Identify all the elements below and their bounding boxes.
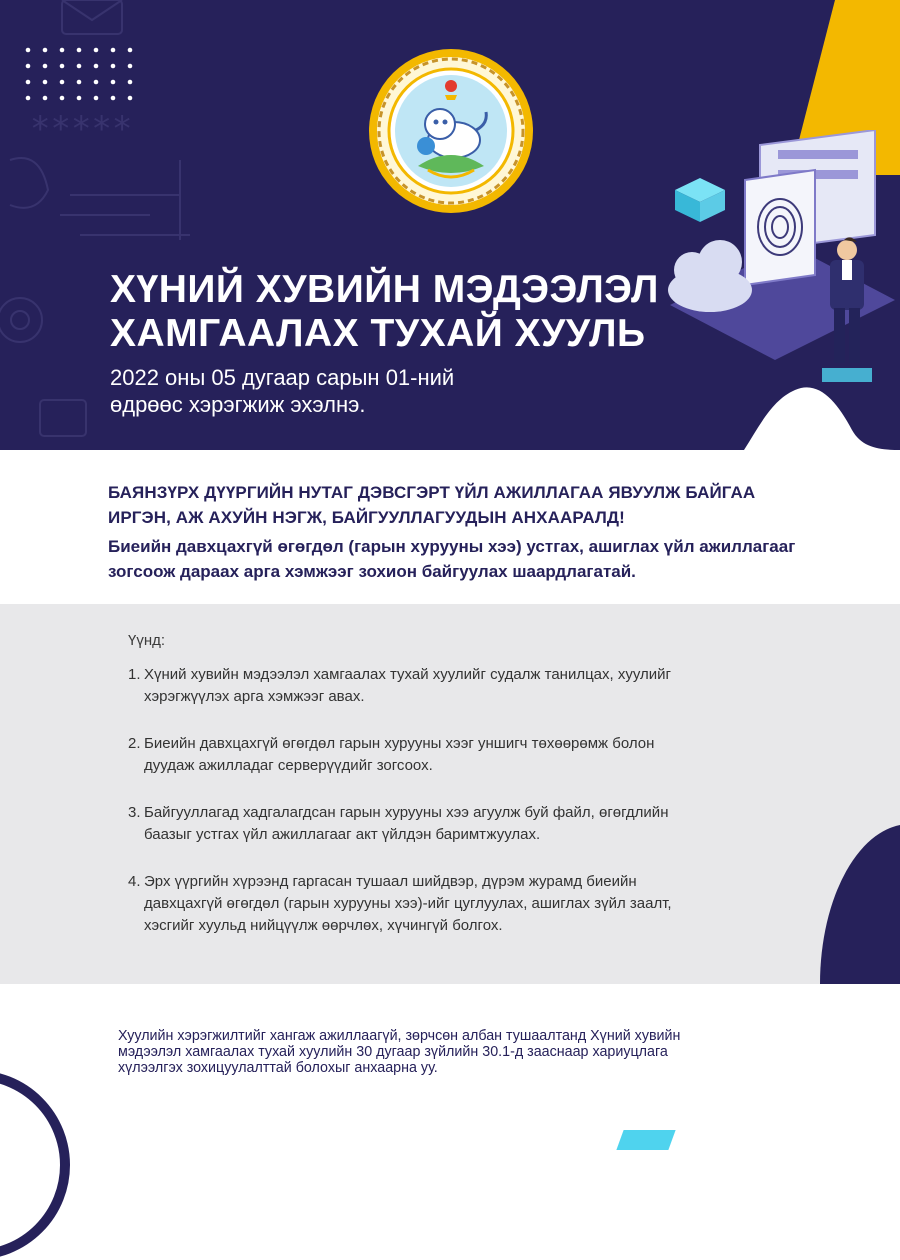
decorative-arc bbox=[820, 824, 900, 984]
password-field-icon bbox=[778, 150, 858, 159]
step-number: 3. bbox=[128, 804, 141, 821]
step-text-line: баазыг устгах үйл ажиллагааг акт үйлдэн баримтжуулах. bbox=[144, 826, 541, 843]
step-text-line: хэрэгжүүлэх арга хэмжээг авах. bbox=[144, 688, 365, 705]
step-text-line: Биеийн давхцахгүй өгөгдөл гарын хурууны хээг уншигч төхөөрөмж болон bbox=[144, 735, 655, 752]
hero-title bbox=[110, 268, 659, 356]
footer-line: хүлээлгэх зохицуулалттай болохыг анхаарна уу. bbox=[118, 1060, 438, 1076]
district-emblem bbox=[368, 48, 534, 214]
notice-heading-line: БАЯНЗҮРХ ДҮҮРГИЙН НУТАГ ДЭВСГЭРТ ҮЙЛ АЖИЛЛАГАА ЯВУУЛЖ БАЙГАА bbox=[108, 483, 756, 502]
cloud-icon bbox=[668, 240, 752, 312]
decorative-ring bbox=[0, 1070, 70, 1260]
steps-panel bbox=[0, 604, 900, 984]
step-item bbox=[128, 802, 768, 846]
notice-heading bbox=[108, 480, 828, 530]
footer-line: мэдээлэл хамгаалах тухай хуулийн 30 дугаар зүйлийн 30.1-д зааснаар хариуцлага bbox=[118, 1044, 668, 1060]
notice-body-line: зогсоож дараах арга хэмжээг зохион байгуулах шаардлагатай. bbox=[108, 562, 636, 581]
step-text-line: дуудаж ажилладаг серверүүдийг зогсоох. bbox=[144, 757, 433, 774]
chat-icon bbox=[40, 400, 86, 436]
step-text-line: Байгууллагад хадгалагдсан гарын хурууны хээ агуулж буй файл, өгөгдлийн bbox=[144, 804, 669, 821]
gear-icon-hub bbox=[11, 311, 29, 329]
hero-subtitle-line: 2022 оны 05 дугаар сарын 01-ний bbox=[110, 365, 455, 390]
step-item bbox=[128, 733, 768, 777]
intro-section bbox=[108, 480, 828, 584]
password-mask: ***** bbox=[30, 109, 133, 149]
glow-base bbox=[822, 368, 872, 382]
hero-title-line: ХАМГААЛАХ ТУХАЙ ХУУЛЬ bbox=[110, 312, 646, 355]
notice-body bbox=[108, 534, 828, 584]
hero-subtitle-line: өдрөөс хэрэгжиж эхэлнэ. bbox=[110, 392, 366, 417]
hero-subtitle bbox=[110, 364, 454, 418]
step-item bbox=[128, 871, 768, 937]
hero-title-line: ХҮНИЙ ХУВИЙН МЭДЭЭЛЭЛ bbox=[110, 268, 659, 311]
fingerprint-card bbox=[745, 170, 815, 285]
step-text-line: давхцахгүй өгөгдөл (гарын хурууны хээ)-ийг цуглуулах, ашиглах зүйл заалт, bbox=[144, 895, 672, 912]
dot-grid bbox=[26, 48, 133, 101]
step-text-line: Хүний хувийн мэдээлэл хамгаалах тухай хуулийг судалж танилцах, хуулийг bbox=[144, 666, 672, 683]
step-text-line: хэсгийг хуульд нийцүүлж өөрчлөх, хүчингүй болгох. bbox=[144, 917, 503, 934]
notice-body-line: Биеийн давхцахгүй өгөгдөл (гарын хурууны хээ) устгах, ашиглах үйл ажиллагааг bbox=[108, 537, 796, 556]
step-text-line: Эрх үүргийн хүрээнд гаргасан тушаал шийдвэр, дүрэм журамд биеийн bbox=[144, 873, 637, 890]
shield-icon bbox=[10, 158, 48, 208]
notice-heading-line: ИРГЭН, АЖ АХУЙН НЭГЖ, БАЙГУУЛЛАГУУДЫН АНХААРАЛД! bbox=[108, 508, 625, 527]
step-number: 1. bbox=[128, 666, 141, 683]
gear-icon bbox=[0, 298, 42, 342]
businessman-figure bbox=[830, 237, 864, 363]
steps-list bbox=[128, 664, 768, 962]
step-number: 2. bbox=[128, 735, 141, 752]
step-number: 4. bbox=[128, 873, 141, 890]
step-item bbox=[128, 664, 768, 708]
footer-line: Хуулийн хэрэгжилтийг хангаж ажиллаагүй, зөрчсөн албан тушаалтанд Хүний хувийн bbox=[118, 1028, 681, 1044]
decorative-parallelogram bbox=[616, 1130, 675, 1150]
envelope-flap bbox=[62, 0, 122, 20]
hero-banner bbox=[0, 0, 900, 450]
footer-warning bbox=[118, 1028, 776, 1076]
steps-label: Үүнд: bbox=[128, 632, 166, 649]
security-illustration bbox=[640, 130, 900, 400]
